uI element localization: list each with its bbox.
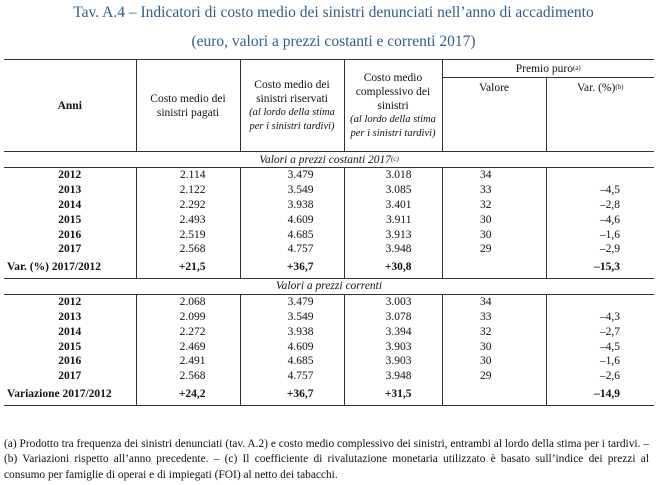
footnote: (a) Prodotto tra frequenza dei sinistri denunciati (tav. A.2) e costo medio complessivo dei sinistri, entrambi al lordo della stima per i tardivi. – (b) Variazioni rispetto all’anno precedente. – (c) Il coefficiente di rivalutazione monetaria utilizzato è basato sull’indice dei prezzi al consumo per famiglie di operai e di impiegati (FOI) al netto dei tabacchi. [4, 438, 649, 481]
header-var: Var. (%)$^{(b)}$ [577, 82, 624, 94]
table-row: 2016 2.491 4.685 3.903 30 –1,6 [4, 354, 654, 369]
header-premio-puro: Premio puro$^{(a)}$ [442, 60, 654, 78]
section-label-costanti: Valori a prezzi costanti 2017$^{(c)}$ [4, 152, 654, 168]
table-row: 2016 2.519 4.685 3.913 30 –1,6 [4, 227, 654, 242]
summary-row-correnti: Variazione 2017/2012 +24,2 +36,7 +31,5 –14,9 [4, 384, 654, 406]
summary-row-costanti: Var. (%) 2017/2012 +21,5 +36,7 +30,8 –15,3 [4, 257, 654, 279]
table-row: 2015 2.469 4.609 3.903 30 –4,5 [4, 339, 654, 354]
header-costo-pagati: Costo medio dei sinistri pagati [136, 60, 240, 152]
table-row: 2017 2.568 4.757 3.948 29 –2,6 [4, 369, 654, 384]
header-anni: Anni [4, 60, 136, 152]
header-costo-riservati: Costo medio dei sinistri riservati (al lordo della stima per i sinistri tardivi) [240, 60, 344, 152]
table-row: 2014 2.272 3.938 3.394 32 –2,7 [4, 324, 654, 339]
header-valore: Valore [442, 78, 546, 152]
header-row-top [4, 60, 654, 78]
table-title: Tav. A.4 – Indicatori di costo medio dei sinistri denunciati nell’anno di accadimento [73, 4, 594, 21]
table-row: 2015 2.493 4.609 3.911 30 –4,6 [4, 212, 654, 227]
table-subtitle: (euro, valori a prezzi costanti e correnti 2017) [191, 33, 476, 50]
table-row: 2013 2.099 3.549 3.078 33 –4,3 [4, 310, 654, 325]
table-row: 2012 2.068 3.479 3.003 34 [4, 294, 654, 309]
table-row: 2014 2.292 3.938 3.401 32 –2,8 [4, 198, 654, 213]
header-costo-complessivo: Costo medio complessivo dei sinistri (al lordo della stima per i sinistri tardivi) [344, 60, 442, 152]
section-label-correnti: Valori a prezzi correnti [4, 278, 654, 294]
table-row: 2013 2.122 3.549 3.085 33 –4,5 [4, 183, 654, 198]
table-row: 2017 2.568 4.757 3.948 29 –2,9 [4, 242, 654, 257]
data-table [4, 59, 654, 406]
table-row: 2012 2.114 3.479 3.018 34 [4, 168, 654, 183]
